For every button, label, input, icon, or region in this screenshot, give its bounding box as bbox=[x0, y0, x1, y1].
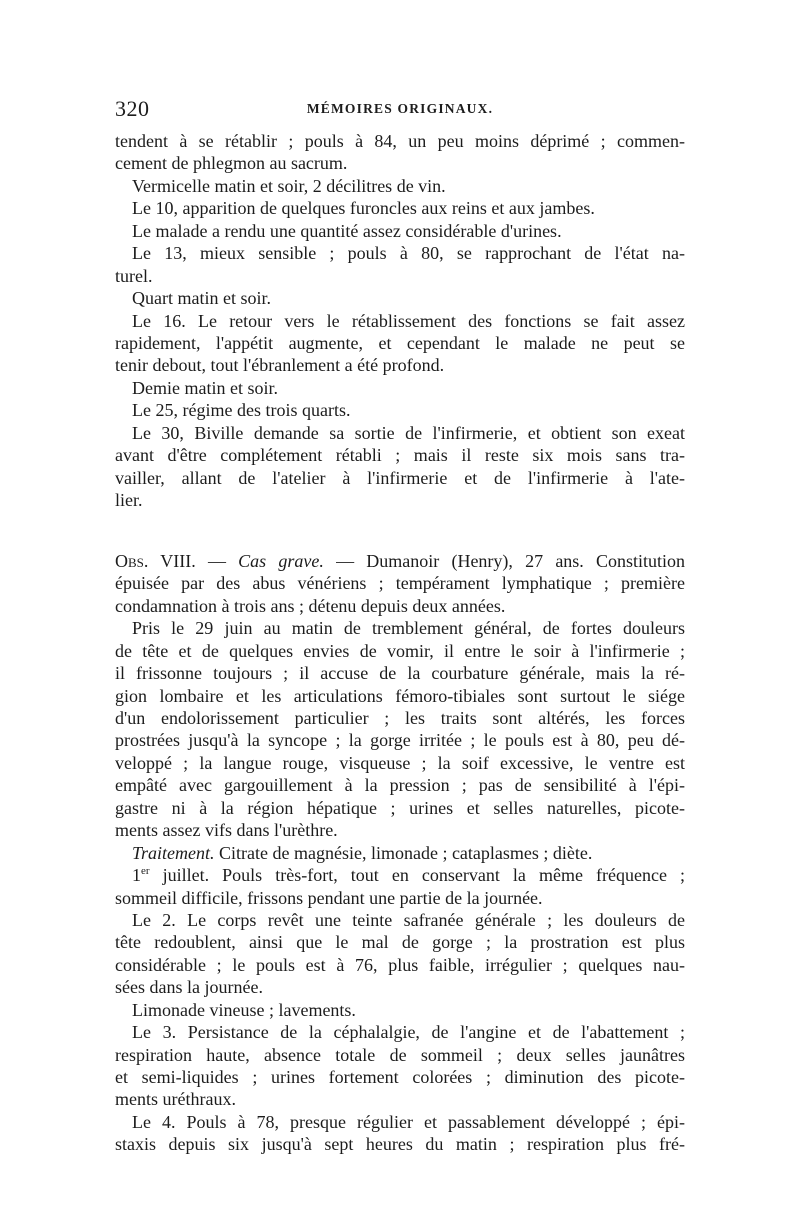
treatment-label: Traitement. bbox=[132, 842, 215, 863]
text-line: Le malade a rendu une quantité assez considérable d'urines. bbox=[132, 220, 562, 241]
text-line: rapidement, l'appétit augmente, et cependant le malade ne peut se bbox=[115, 332, 685, 353]
text-line: gion lombaire et les articulations fémoro-tibiales sont surtout le siége bbox=[115, 685, 685, 706]
text-line: tête redoublent, ainsi que le mal de gorge ; la prostration est plus bbox=[115, 932, 685, 953]
treatment-text: Citrate de magnésie, limonade ; cataplasmes ; diète. bbox=[214, 842, 593, 863]
section-gap bbox=[115, 511, 685, 550]
text-line: prostrées jusqu'à la syncope ; la gorge irritée ; le pouls est à 80, peu dé- bbox=[115, 730, 685, 751]
observation-intro: — Dumanoir (Henry), 27 ans. Constitution bbox=[323, 550, 686, 571]
text-line: Le 16. Le retour vers le rétablissement des fonctions se fait assez bbox=[132, 310, 685, 331]
observation-dash: — bbox=[195, 550, 239, 571]
case-severity: Cas grave. bbox=[238, 550, 324, 571]
text-line: ments uréthraux. bbox=[115, 1089, 236, 1110]
text-line: sées dans la journée. bbox=[115, 977, 263, 998]
text-line: Le 4. Pouls à 78, presque régulier et passablement développé ; épi- bbox=[132, 1111, 685, 1132]
text-line: Demie matin et soir. bbox=[132, 377, 278, 398]
text-line: empâté avec gargouillement à la pression ; pas de sensibilité à l'épi- bbox=[115, 775, 685, 796]
text-line: tendent à se rétablir ; pouls à 84, un peu moins déprimé ; commen- bbox=[115, 131, 685, 151]
text-line: respiration haute, absence totale de sommeil ; deux selles jaunâtres bbox=[115, 1044, 685, 1065]
running-title: MÉMOIRES ORIGINAUX. bbox=[306, 101, 494, 116]
text-line: Le 3. Persistance de la céphalalgie, de l'angine et de l'abattement ; bbox=[132, 1022, 685, 1043]
text-line: condamnation à trois ans ; détenu depuis deux années. bbox=[115, 595, 506, 616]
date-line bbox=[115, 864, 685, 886]
text-line: Le 13, mieux sensible ; pouls à 80, se rapprochant de l'état na- bbox=[132, 243, 685, 264]
observation-label: Obs. VIII. bbox=[115, 550, 196, 571]
text-line: Limonade vineuse ; lavements. bbox=[132, 999, 356, 1020]
date-number: 1 bbox=[132, 865, 141, 886]
text-line: de tête et de quelques envies de vomir, il entre le soir à l'infirmerie ; bbox=[115, 640, 685, 661]
text-line: turel. bbox=[115, 265, 153, 286]
body-text bbox=[115, 130, 685, 1156]
text-line: d'un endolorissement particulier ; les traits sont altérés, les forces bbox=[115, 708, 685, 728]
text-line: cement de phlegmon au sacrum. bbox=[115, 153, 348, 174]
treatment-line bbox=[115, 842, 685, 864]
text-line: veloppé ; la langue rouge, visqueuse ; la soif excessive, le ventre est bbox=[115, 752, 685, 773]
text-line: ments assez vifs dans l'urèthre. bbox=[115, 820, 338, 841]
text-line: staxis depuis six jusqu'à sept heures du matin ; respiration plus fré- bbox=[115, 1134, 685, 1155]
date-ordinal: er bbox=[141, 865, 150, 878]
text-line: épuisée par des abus vénériens ; tempérament lymphatique ; première bbox=[115, 573, 685, 594]
text-line: gastre ni à la région hépatique ; urines et selles naturelles, picote- bbox=[115, 797, 685, 818]
page-header bbox=[115, 96, 685, 126]
text-line: Pris le 29 juin au matin de tremblement général, de fortes douleurs bbox=[132, 618, 685, 639]
text-line: Vermicelle matin et soir, 2 décilitres de vin. bbox=[132, 175, 446, 196]
text-line: sommeil difficile, frissons pendant une partie de la journée. bbox=[115, 887, 543, 908]
text-line: avant d'être complétement rétabli ; mais il reste six mois sans tra- bbox=[115, 445, 685, 466]
text-line: vailler, allant de l'atelier à l'infirmerie et de l'infirmerie à l'ate- bbox=[115, 467, 685, 488]
text-line: Le 30, Biville demande sa sortie de l'infirmerie, et obtient son exeat bbox=[132, 422, 685, 443]
text-line: Le 25, régime des trois quarts. bbox=[132, 400, 351, 421]
text-line: il frissonne toujours ; il accuse de la courbature générale, mais la ré- bbox=[115, 663, 685, 684]
page-number: 320 bbox=[115, 96, 150, 121]
text-line: tenir debout, tout l'ébranlement a été profond. bbox=[115, 355, 445, 376]
observation-heading bbox=[115, 550, 685, 572]
text-line: Quart matin et soir. bbox=[132, 288, 271, 309]
text-line: Le 2. Le corps revêt une teinte safranée générale ; les douleurs de bbox=[132, 909, 685, 930]
text-line: considérable ; le pouls est à 76, plus faible, irrégulier ; quelques nau- bbox=[115, 954, 685, 975]
text-line: lier. bbox=[115, 490, 143, 510]
text-line: Le 10, apparition de quelques furoncles aux reins et aux jambes. bbox=[132, 198, 595, 219]
text-line: et semi-liquides ; urines fortement colorées ; diminution des picote- bbox=[115, 1067, 685, 1087]
date-text: juillet. Pouls très-fort, tout en conservant la même fréquence ; bbox=[149, 865, 685, 886]
